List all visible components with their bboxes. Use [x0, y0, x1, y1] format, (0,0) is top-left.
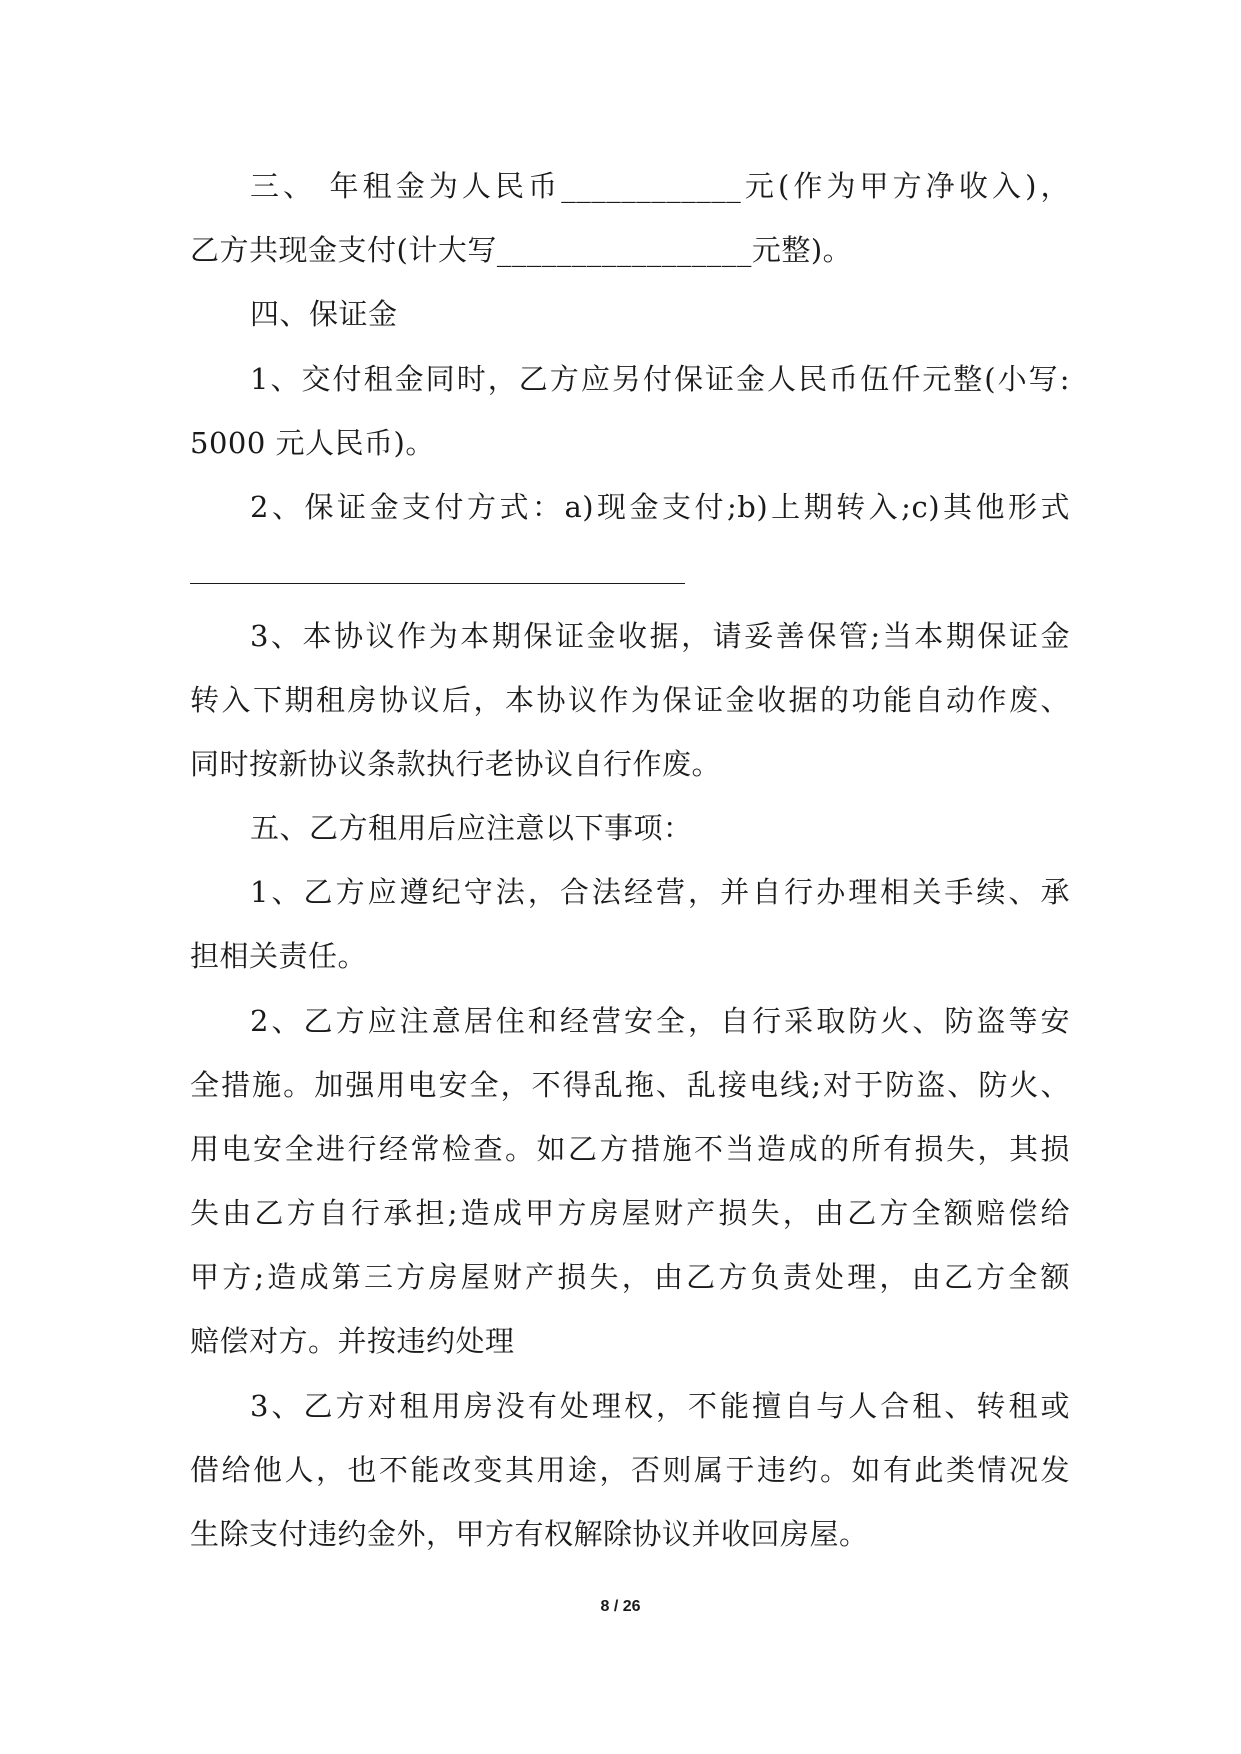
text-line-deposit-amount: 1、交付租金同时，乙方应另付保证金人民币伍仟元整(小写: [250, 362, 1070, 396]
text-line-safety-6: 赔偿对方。并按违约处理 [190, 1324, 515, 1358]
text-line-receipt-1: 3、本协议作为本期保证金收据，请妥善保管;当本期保证金 [250, 619, 1070, 653]
text-line-rights-1: 3、乙方对租用房没有处理权，不能擅自与人合租、转租或 [250, 1389, 1070, 1423]
text-line-rights-2: 借给他人，也不能改变其用途，否则属于违约。如有此类情况发 [190, 1453, 1070, 1487]
text-line-rent-amount: 三、 年租金为人民币____________元(作为甲方净收入)， [250, 169, 1070, 203]
section-heading-notes: 五、乙方租用后应注意以下事项： [250, 811, 693, 845]
text-line-safety-3: 用电安全进行经常检查。如乙方措施不当造成的所有损失，其损 [190, 1132, 1070, 1166]
text-line-deposit-amount-cont: 5000 元人民币)。 [190, 426, 435, 460]
text-line-safety-4: 失由乙方自行承担;造成甲方房屋财产损失，由乙方全额赔偿给 [190, 1196, 1070, 1230]
text-line-law-1: 1、乙方应遵纪守法，合法经营，并自行办理相关手续、承 [250, 875, 1070, 909]
section-heading-deposit: 四、保证金 [250, 297, 398, 331]
blank-fill-line [190, 583, 685, 584]
text-line-receipt-2: 转入下期租房协议后，本协议作为保证金收据的功能自动作废、 [190, 683, 1070, 717]
text-line-law-2: 担相关责任。 [190, 939, 368, 973]
text-line-safety-2: 全措施。加强用电安全，不得乱拖、乱接电线;对于防盗、防火、 [190, 1068, 1070, 1102]
text-line-receipt-3: 同时按新协议条款执行老协议自行作废。 [190, 747, 722, 781]
page-number: 8 / 26 [600, 1598, 641, 1615]
text-line-safety-5: 甲方;造成第三方房屋财产损失，由乙方负责处理，由乙方全额 [190, 1260, 1070, 1294]
text-line-rent-uppercase: 乙方共现金支付(计大写_________________元整)。 [190, 233, 853, 267]
text-line-safety-1: 2、乙方应注意居住和经营安全，自行采取防火、防盗等安 [250, 1004, 1070, 1038]
text-line-rights-3: 生除支付违约金外，甲方有权解除协议并收回房屋。 [190, 1517, 869, 1551]
text-line-deposit-method: 2、保证金支付方式：a)现金支付;b)上期转入;c)其他形式 [250, 490, 1070, 524]
